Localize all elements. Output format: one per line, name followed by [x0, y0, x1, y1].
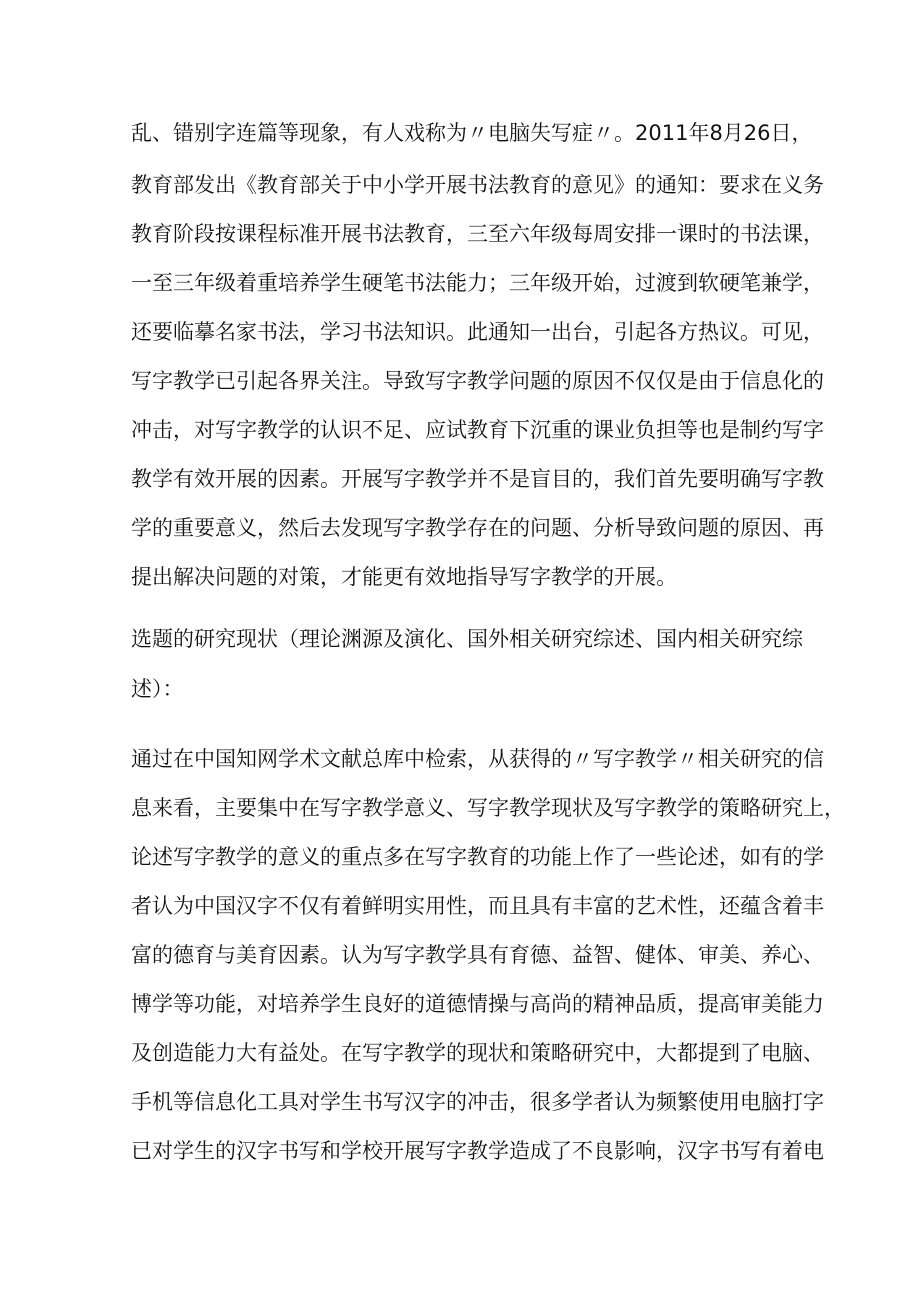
paragraph-2-line-1: 选题的研究现状（理论渊源及演化、国外相关研究综述、国内相关研究综 — [131, 627, 803, 651]
paragraph-3-line-1: 通过在中国知网学术文献总库中检索，从获得的〃写字教学〃相关研究的信 — [131, 747, 824, 771]
paragraph-1-line-5: 还要临摹名家书法，学习书法知识。此通知一出台，引起各方热议。可见， — [131, 320, 824, 344]
paragraph-3-line-9: 已对学生的汉字书写和学校开展写字教学造成了不良影响，汉字书写有着电 — [131, 1139, 824, 1163]
paragraph-1-line-9: 学的重要意义，然后去发现写字教学存在的问题、分析导致问题的原因、再 — [131, 516, 824, 540]
paragraph-3-line-6: 博学等功能，对培养学生良好的道德情操与高尚的精神品质，提高审美能力 — [131, 992, 824, 1016]
paragraph-3-line-7: 及创造能力大有益处。在写字教学的现状和策略研究中，大都提到了电脑、 — [131, 1041, 824, 1065]
paragraph-3-line-5: 富的德育与美育因素。认为写字教学具有育德、益智、健体、审美、养心、 — [131, 943, 824, 967]
paragraph-1-line-1: 乱、错别字连篇等现象，有人戏称为〃电脑失写症〃。2011年8月26日， — [131, 121, 813, 145]
paragraph-1-line-4: 一至三年级着重培养学生硬笔书法能力；三年级开始，过渡到软硬笔兼学， — [131, 271, 824, 295]
paragraph-1-line-6: 写字教学已引起各界关注。导致写字教学问题的原因不仅仅是由于信息化的 — [131, 369, 824, 393]
paragraph-1-line-8: 教学有效开展的因素。开展写字教学并不是盲目的，我们首先要明确写字教 — [131, 467, 824, 491]
paragraph-1-line-3: 教育阶段按课程标准开展书法教育，三至六年级每周安排一课时的书法课， — [131, 222, 824, 246]
paragraph-1-line-7: 冲击，对写字教学的认识不足、应试教育下沉重的课业负担等也是制约写字 — [131, 418, 824, 442]
paragraph-2-line-2: 述）： — [131, 677, 184, 701]
paragraph-3-line-8: 手机等信息化工具对学生书写汉字的冲击，很多学者认为频繁使用电脑打字 — [131, 1090, 824, 1114]
paragraph-1-line-2: 教育部发出《教育部关于中小学开展书法教育的意见》的通知：要求在义务 — [131, 173, 824, 197]
paragraph-3-line-4: 者认为中国汉字不仅有着鲜明实用性，而且具有丰富的艺术性，还蕴含着丰 — [131, 894, 824, 918]
paragraph-3-line-3: 论述写字教学的意义的重点多在写字教育的功能上作了一些论述，如有的学 — [131, 845, 824, 869]
paragraph-1-line-10: 提出解决问题的对策，才能更有效地指导写字教学的开展。 — [131, 565, 677, 589]
paragraph-3-line-2: 息来看，主要集中在写字教学意义、写字教学现状及写字教学的策略研究上， — [131, 796, 845, 820]
